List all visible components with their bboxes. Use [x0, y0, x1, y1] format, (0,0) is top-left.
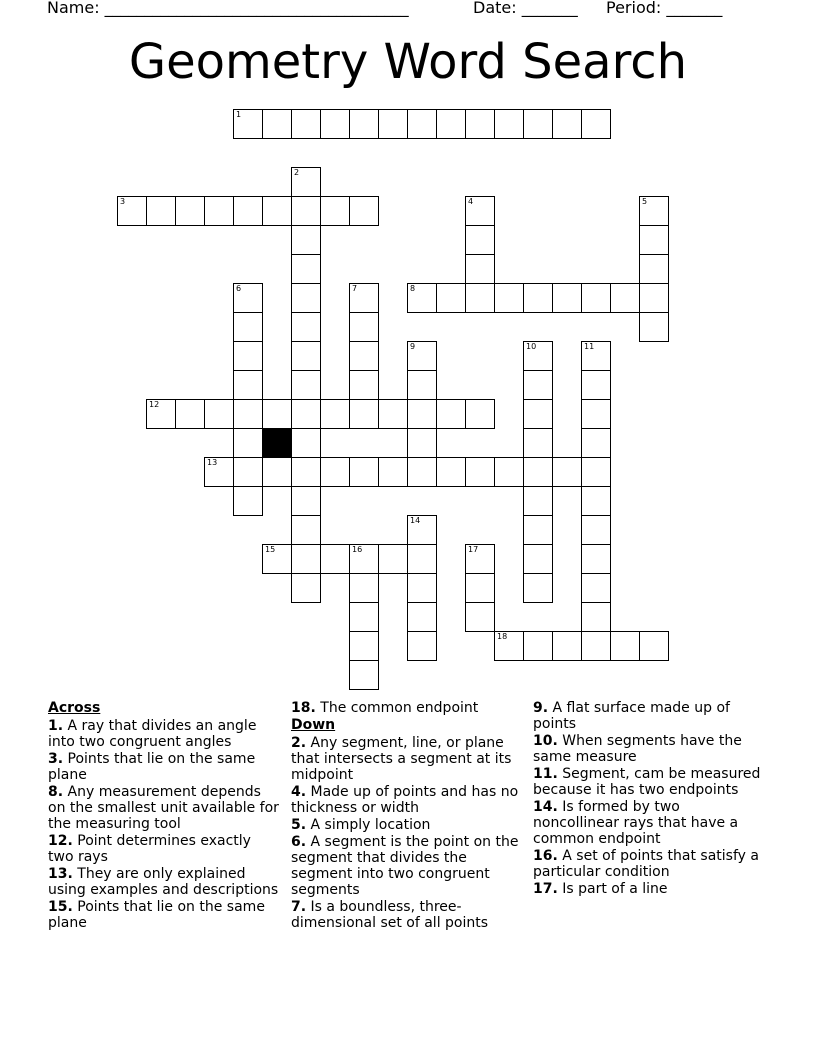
clue-text: Point determines exactly two rays [48, 833, 251, 865]
clue-text: Is formed by two noncollinear rays that have a common endpoint [533, 799, 739, 847]
grid-cell[interactable] [581, 602, 611, 632]
grid-cell[interactable] [349, 341, 379, 371]
clue-number: 17 [468, 545, 479, 554]
across-clue-18 [291, 700, 527, 716]
clue-text: A ray that divides an angle into two congruent angles [48, 718, 257, 750]
down-clue-6 [291, 834, 527, 898]
grid-cell[interactable] [291, 312, 321, 342]
clue-number-label: 2. [291, 735, 307, 751]
grid-cell[interactable] [436, 457, 466, 487]
clue-number: 15 [265, 545, 276, 554]
grid-cell[interactable] [291, 573, 321, 603]
grid-cell-15[interactable] [262, 544, 292, 574]
grid-cell-8[interactable] [407, 283, 437, 313]
grid-cell[interactable] [349, 660, 379, 690]
grid-cell-13[interactable] [204, 457, 234, 487]
grid-cell[interactable] [581, 457, 611, 487]
grid-cell[interactable] [523, 573, 553, 603]
grid-cell[interactable] [233, 312, 263, 342]
grid-cell[interactable] [436, 283, 466, 313]
clue-text: Any segment, line, or plane that intersects a segment at its midpoint [291, 735, 512, 783]
grid-cell[interactable] [639, 225, 669, 255]
across-clue-13 [48, 866, 280, 898]
across-clue-3 [48, 751, 280, 783]
grid-cell[interactable] [639, 631, 669, 661]
grid-cell[interactable] [233, 370, 263, 400]
name-field-label: Name: ______________________________________ [47, 0, 409, 17]
page-title: Geometry Word Search [128, 34, 688, 90]
down-clue-16 [533, 848, 765, 880]
grid-cell-11[interactable] [581, 341, 611, 371]
grid-cell[interactable] [378, 544, 408, 574]
date-field-label: Date: _______ [473, 0, 578, 17]
clue-number-label: 18. [291, 700, 316, 716]
across-clue-1 [48, 718, 280, 750]
grid-cell[interactable] [610, 631, 640, 661]
grid-cell[interactable] [494, 283, 524, 313]
grid-cell[interactable] [291, 254, 321, 284]
grid-cell[interactable] [262, 196, 292, 226]
grid-cell[interactable] [320, 399, 350, 429]
clues-column-3 [533, 700, 765, 898]
grid-cell[interactable] [291, 109, 321, 139]
clue-number: 12 [149, 400, 160, 409]
grid-cell[interactable] [233, 486, 263, 516]
down-clue-9 [533, 700, 765, 732]
grid-cell[interactable] [407, 602, 437, 632]
grid-cell[interactable] [262, 457, 292, 487]
grid-cell[interactable] [378, 399, 408, 429]
clue-number-label: 7. [291, 899, 307, 915]
grid-cell[interactable] [291, 370, 321, 400]
grid-cell[interactable] [465, 602, 495, 632]
grid-cell-7[interactable] [349, 283, 379, 313]
grid-cell[interactable] [465, 109, 495, 139]
clue-number: 7 [352, 284, 358, 293]
down-heading: Down [291, 717, 336, 733]
grid-cell[interactable] [407, 631, 437, 661]
grid-cell[interactable] [494, 109, 524, 139]
grid-cell[interactable] [552, 109, 582, 139]
grid-cell[interactable] [291, 457, 321, 487]
grid-cell[interactable] [581, 399, 611, 429]
down-clue-list [291, 735, 527, 931]
clue-text: A simply location [306, 817, 431, 833]
grid-cell[interactable] [233, 196, 263, 226]
grid-cell[interactable] [581, 486, 611, 516]
clue-number-label: 8. [48, 784, 64, 800]
grid-cell-1[interactable] [233, 109, 263, 139]
grid-cell[interactable] [523, 515, 553, 545]
grid-cell[interactable] [291, 225, 321, 255]
grid-cell-10[interactable] [523, 341, 553, 371]
clue-text: Segment, cam be measured because it has two endpoints [533, 766, 761, 798]
grid-cell[interactable] [262, 109, 292, 139]
grid-cell-17[interactable] [465, 544, 495, 574]
clue-text: A flat surface made up of points [533, 700, 730, 732]
grid-cell[interactable] [581, 109, 611, 139]
clue-number-label: 17. [533, 881, 558, 897]
clue-number: 2 [294, 168, 300, 177]
grid-cell[interactable] [436, 109, 466, 139]
clue-text: A segment is the point on the segment that divides the segment into two congruent segments [291, 834, 519, 898]
grid-cell[interactable] [349, 312, 379, 342]
across-clue-15 [48, 899, 280, 931]
grid-cell[interactable] [465, 457, 495, 487]
clue-text: The common endpoint [315, 700, 479, 716]
clue-text: Is a boundless, three-dimensional set of all points [291, 899, 489, 931]
grid-cell-3[interactable] [117, 196, 147, 226]
grid-cell[interactable] [494, 457, 524, 487]
down-clue-11 [533, 766, 765, 798]
grid-cell[interactable] [349, 109, 379, 139]
grid-cell-5[interactable] [639, 196, 669, 226]
clue-number: 10 [526, 342, 537, 351]
grid-cell[interactable] [523, 428, 553, 458]
grid-cell[interactable] [523, 109, 553, 139]
grid-cell[interactable] [465, 254, 495, 284]
down-clue-17 [533, 881, 765, 897]
clue-number: 18 [497, 632, 508, 641]
grid-cell[interactable] [291, 196, 321, 226]
grid-cell[interactable] [349, 399, 379, 429]
grid-cell[interactable] [639, 312, 669, 342]
grid-cell[interactable] [552, 283, 582, 313]
clue-number-label: 6. [291, 834, 307, 850]
across-clue-8 [48, 784, 280, 832]
grid-cell[interactable] [175, 196, 205, 226]
grid-cell[interactable] [349, 573, 379, 603]
clue-number: 8 [410, 284, 416, 293]
grid-cell[interactable] [349, 602, 379, 632]
grid-cell[interactable] [581, 631, 611, 661]
grid-cell[interactable] [320, 457, 350, 487]
grid-cell[interactable] [291, 428, 321, 458]
grid-cell[interactable] [581, 370, 611, 400]
grid-cell[interactable] [465, 399, 495, 429]
grid-cell[interactable] [204, 399, 234, 429]
grid-cell[interactable] [407, 370, 437, 400]
clue-number-label: 12. [48, 833, 73, 849]
down-clue-14 [533, 799, 765, 847]
grid-cell[interactable] [204, 196, 234, 226]
down-clue-list-continued [533, 700, 765, 897]
grid-cell[interactable] [523, 544, 553, 574]
grid-cell[interactable] [407, 399, 437, 429]
grid-cell[interactable] [465, 225, 495, 255]
grid-cell[interactable] [610, 283, 640, 313]
grid-cell[interactable] [291, 486, 321, 516]
grid-cell[interactable] [349, 196, 379, 226]
grid-cell[interactable] [639, 254, 669, 284]
grid-cell-18[interactable] [494, 631, 524, 661]
grid-cell[interactable] [407, 573, 437, 603]
clue-text: Made up of points and has no thickness or width [291, 784, 519, 816]
grid-cell[interactable] [523, 631, 553, 661]
clue-number: 9 [410, 342, 416, 351]
clue-number-label: 15. [48, 899, 73, 915]
clue-number: 3 [120, 197, 126, 206]
clues-column-2 [291, 700, 527, 932]
clue-number-label: 9. [533, 700, 549, 716]
grid-cell[interactable] [523, 283, 553, 313]
grid-cell[interactable] [523, 370, 553, 400]
grid-cell[interactable] [262, 399, 292, 429]
grid-cell[interactable] [639, 283, 669, 313]
across-clue-list-continued [291, 700, 527, 716]
clue-number: 13 [207, 458, 218, 467]
grid-cell[interactable] [552, 457, 582, 487]
grid-cell[interactable] [378, 457, 408, 487]
grid-cell[interactable] [523, 486, 553, 516]
down-clue-2 [291, 735, 527, 783]
clue-text: Any measurement depends on the smallest unit available for the measuring tool [48, 784, 279, 832]
grid-cell[interactable] [291, 399, 321, 429]
clue-number: 14 [410, 516, 421, 525]
clue-text: Is part of a line [557, 881, 668, 897]
clue-number: 4 [468, 197, 474, 206]
grid-cell[interactable] [349, 370, 379, 400]
clue-number-label: 16. [533, 848, 558, 864]
clue-number-label: 10. [533, 733, 558, 749]
clue-text: They are only explained using examples and descriptions [48, 866, 279, 898]
across-heading: Across [48, 700, 101, 716]
grid-cell-4[interactable] [465, 196, 495, 226]
down-clue-10 [533, 733, 765, 765]
grid-cell[interactable] [233, 457, 263, 487]
grid-cell-9[interactable] [407, 341, 437, 371]
grid-cell[interactable] [291, 544, 321, 574]
grid-cell[interactable] [552, 631, 582, 661]
across-clue-12 [48, 833, 280, 865]
black-cell [262, 428, 292, 458]
grid-cell[interactable] [407, 109, 437, 139]
grid-cell[interactable] [581, 428, 611, 458]
grid-cell[interactable] [320, 544, 350, 574]
grid-cell-6[interactable] [233, 283, 263, 313]
clue-number-label: 13. [48, 866, 73, 882]
grid-cell[interactable] [233, 428, 263, 458]
grid-cell[interactable] [465, 283, 495, 313]
grid-cell[interactable] [291, 341, 321, 371]
clue-number: 11 [584, 342, 595, 351]
grid-cell-2[interactable] [291, 167, 321, 197]
grid-cell[interactable] [407, 457, 437, 487]
grid-cell[interactable] [291, 515, 321, 545]
clue-text: When segments have the same measure [533, 733, 742, 765]
grid-cell[interactable] [320, 196, 350, 226]
clue-number-label: 1. [48, 718, 64, 734]
grid-cell-14[interactable] [407, 515, 437, 545]
across-clue-list [48, 718, 280, 931]
clue-number-label: 11. [533, 766, 558, 782]
grid-cell[interactable] [146, 196, 176, 226]
grid-cell[interactable] [407, 544, 437, 574]
grid-cell[interactable] [320, 109, 350, 139]
clue-number-label: 4. [291, 784, 307, 800]
grid-cell[interactable] [581, 283, 611, 313]
grid-cell[interactable] [581, 515, 611, 545]
clue-number: 6 [236, 284, 242, 293]
grid-cell[interactable] [436, 399, 466, 429]
grid-cell[interactable] [581, 544, 611, 574]
grid-cell[interactable] [233, 341, 263, 371]
clue-number: 5 [642, 197, 648, 206]
grid-cell[interactable] [378, 109, 408, 139]
down-clue-4 [291, 784, 527, 816]
clue-text: Points that lie on the same plane [48, 751, 256, 783]
down-clue-5 [291, 817, 527, 833]
grid-cell[interactable] [407, 428, 437, 458]
grid-cell-16[interactable] [349, 544, 379, 574]
grid-cell[interactable] [233, 399, 263, 429]
clue-number: 1 [236, 110, 242, 119]
clues-column-1 [48, 700, 280, 932]
clue-number-label: 5. [291, 817, 307, 833]
clue-text: A set of points that satisfy a particular condition [533, 848, 759, 880]
grid-cell[interactable] [523, 399, 553, 429]
clue-number-label: 14. [533, 799, 558, 815]
clue-number-label: 3. [48, 751, 64, 767]
grid-cell[interactable] [175, 399, 205, 429]
grid-cell[interactable] [465, 573, 495, 603]
grid-cell[interactable] [349, 457, 379, 487]
clue-text: Points that lie on the same plane [48, 899, 265, 931]
grid-cell[interactable] [349, 631, 379, 661]
grid-cell[interactable] [581, 573, 611, 603]
down-clue-7 [291, 899, 527, 931]
grid-cell[interactable] [523, 457, 553, 487]
grid-cell-12[interactable] [146, 399, 176, 429]
period-field-label: Period: _______ [606, 0, 723, 17]
clue-number: 16 [352, 545, 363, 554]
grid-cell[interactable] [291, 283, 321, 313]
